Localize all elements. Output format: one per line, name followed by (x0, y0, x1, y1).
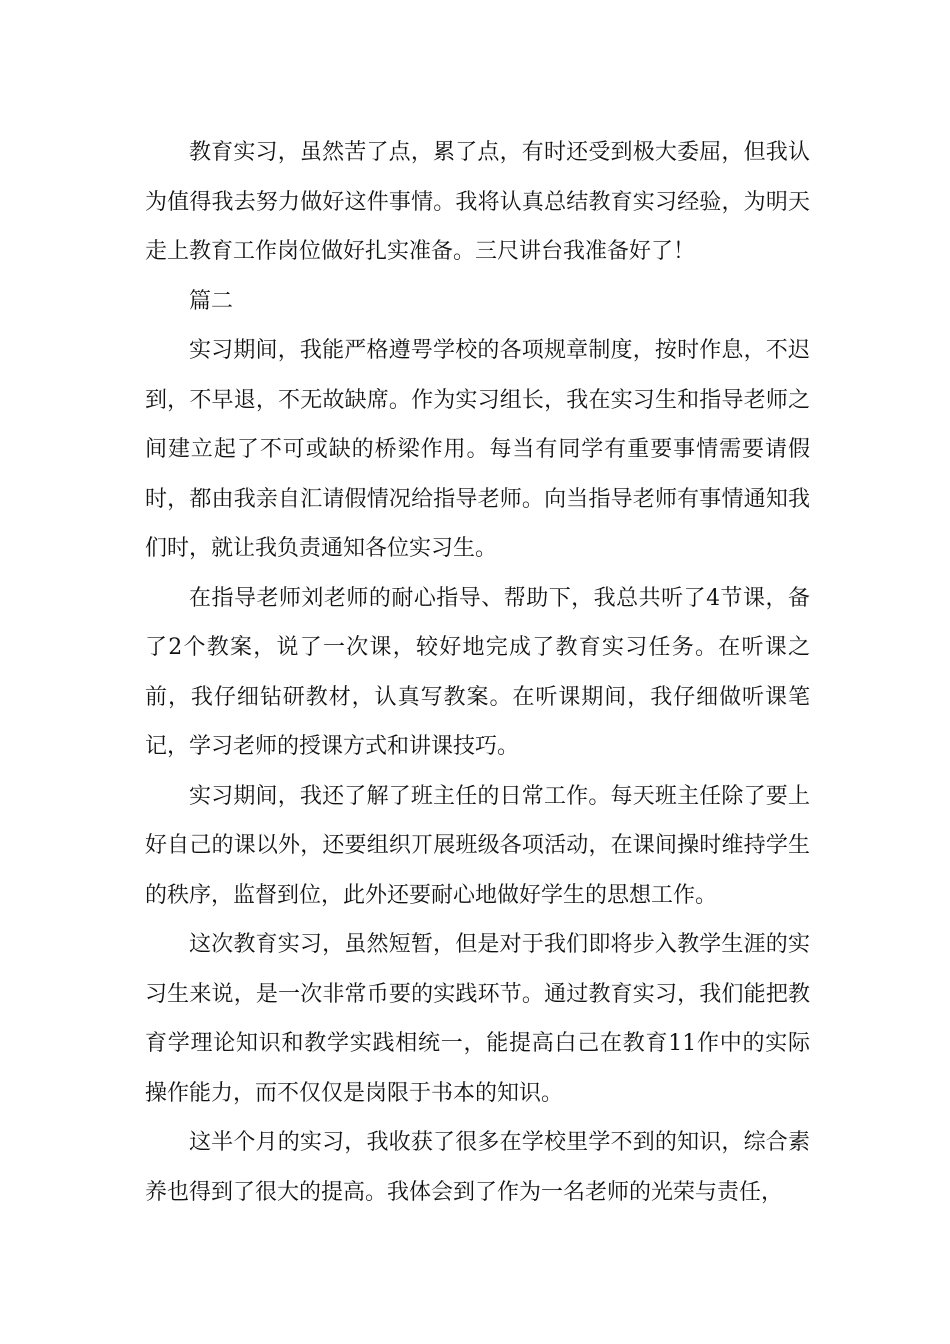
paragraph-discipline: 实习期间，我能严格遵咢学校的各项规章制度，按时作息，不迟到，不早退，不无故缺席。作为实习组长，我在实习生和指导老师之间建立起了不可或缺的桥梁作用。每当有同学有重要事情需要请假时，都由我亲自汇请假情况给指导老师。向当指导老师有事情通知我们时，就让我负责通知各位实习生。 (145, 338, 810, 561)
paragraph-significance: 这次教育实习，虽然短暂，但是对于我们即将步入教学生涯的实习生来说，是一次非常币要的实践环节。通过教育实习，我们能把教育学理论知识和教学实践相统一，能提高白己在教育11作中的实际操作能力，而不仅仅是岗限于书本的知识。 (145, 932, 810, 1106)
paragraph-conclusion: 教育实习，虽然苦了点，累了点，有时还受到极大委屈，但我认为值得我去努力做好这件事情。我将认真总结教育实习经验，为明天走上教育工作岗位做好扎实准备。三尺讲台我准备好了！ (145, 140, 810, 264)
section-heading: 篇二 (189, 288, 234, 314)
paragraph-gains: 这半个月的实习，我收获了很多在学校里学不到的知识，综合素养也得到了很大的提高。我体会到了作为一名老师的光荣与责任， (145, 1130, 810, 1205)
paragraph-head-teacher: 实习期间，我还了解了班主任的日常工作。每天班主任除了要上好自己的课以外，还要组织丌展班级各项活动，在课间操时维持学生的秩序，监督到位，此外还要耐心地做好学生的思想工作。 (145, 783, 810, 908)
paragraph-lessons: 在指导老师刘老师的耐心指导、帮助下，我总共听了4节课，备了2个教案，说了一次课，较好地完成了教育实习任务。在听课之前，我仔细钻研教材，认真写教案。在听课期间，我仔细做听课笔记，学习老师的授课方式和讲课技巧。 (145, 585, 810, 759)
document-body (145, 128, 810, 1217)
